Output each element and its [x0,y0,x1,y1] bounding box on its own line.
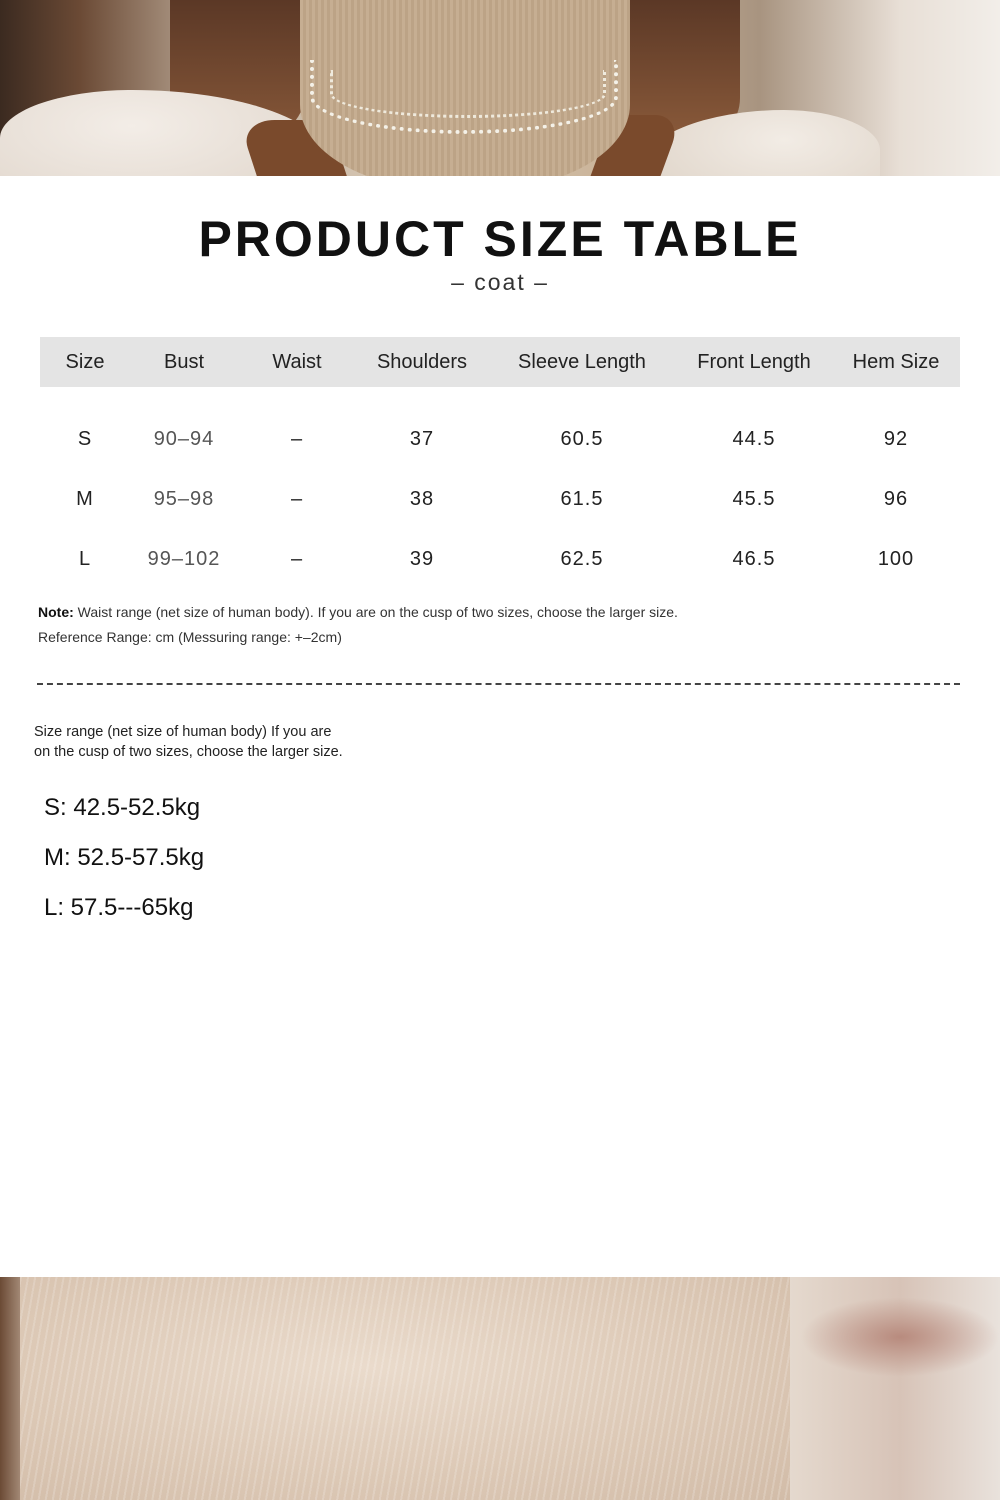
cell-size: M [76,487,94,510]
column-header-hem-size: Hem Size [832,337,960,387]
page-title: PRODUCT SIZE TABLE [198,211,802,267]
reference-range: Reference Range: cm (Messuring range: +–2cm) [38,629,342,645]
cell-bust: 90–94 [153,427,215,450]
cell-shoulders: 38 [409,487,435,510]
cell-size: S [77,427,93,450]
weight-size-s: S: 42.5-52.5kg [44,794,201,821]
cell-sleeve-length: 60.5 [560,427,604,450]
column-header-waist: Waist [238,337,356,387]
note-label: Note: [38,604,74,620]
size-note [38,600,678,650]
bottom-product-photo [0,1277,1000,1500]
cell-shoulders: 37 [409,427,435,450]
weight-size-m: M: 52.5-57.5kg [44,844,205,871]
weight-list [44,790,204,940]
size-range-line-1: Size range (net size of human body) If you are [34,724,332,740]
top-product-photo [0,0,1000,176]
table-row [40,529,960,589]
cell-front-length: 45.5 [732,487,776,510]
note-line [38,600,678,625]
cell-waist: – [290,427,304,450]
cell-sleeve-length: 62.5 [560,547,604,570]
column-header-size: Size [40,337,130,387]
column-header-shoulders: Shoulders [356,337,488,387]
cell-waist: – [290,547,304,570]
cell-hem-size: 96 [883,487,909,510]
page-subtitle: – coat – [451,269,549,295]
table-row [40,469,960,529]
cell-front-length: 44.5 [732,427,776,450]
column-header-sleeve-length: Sleeve Length [488,337,676,387]
cell-size: L [78,547,92,570]
cell-shoulders: 39 [409,547,435,570]
table-row [40,409,960,469]
size-table [40,337,960,589]
size-range-description [34,722,394,762]
cell-hem-size: 100 [877,547,915,570]
cell-waist: – [290,487,304,510]
cell-bust: 99–102 [147,547,221,570]
note-text: Waist range (net size of human body). If you are on the cusp of two sizes, choose the larger size. [73,604,678,620]
cell-sleeve-length: 61.5 [560,487,604,510]
weight-size-l: L: 57.5---65kg [44,894,194,921]
column-header-bust: Bust [130,337,238,387]
cell-bust: 95–98 [153,487,215,510]
cell-front-length: 46.5 [732,547,776,570]
column-header-front-length: Front Length [676,337,832,387]
cell-hem-size: 92 [883,427,909,450]
size-range-line-2: on the cusp of two sizes, choose the larger size. [34,744,343,760]
table-header-row [40,337,960,387]
dashed-divider [37,683,960,685]
